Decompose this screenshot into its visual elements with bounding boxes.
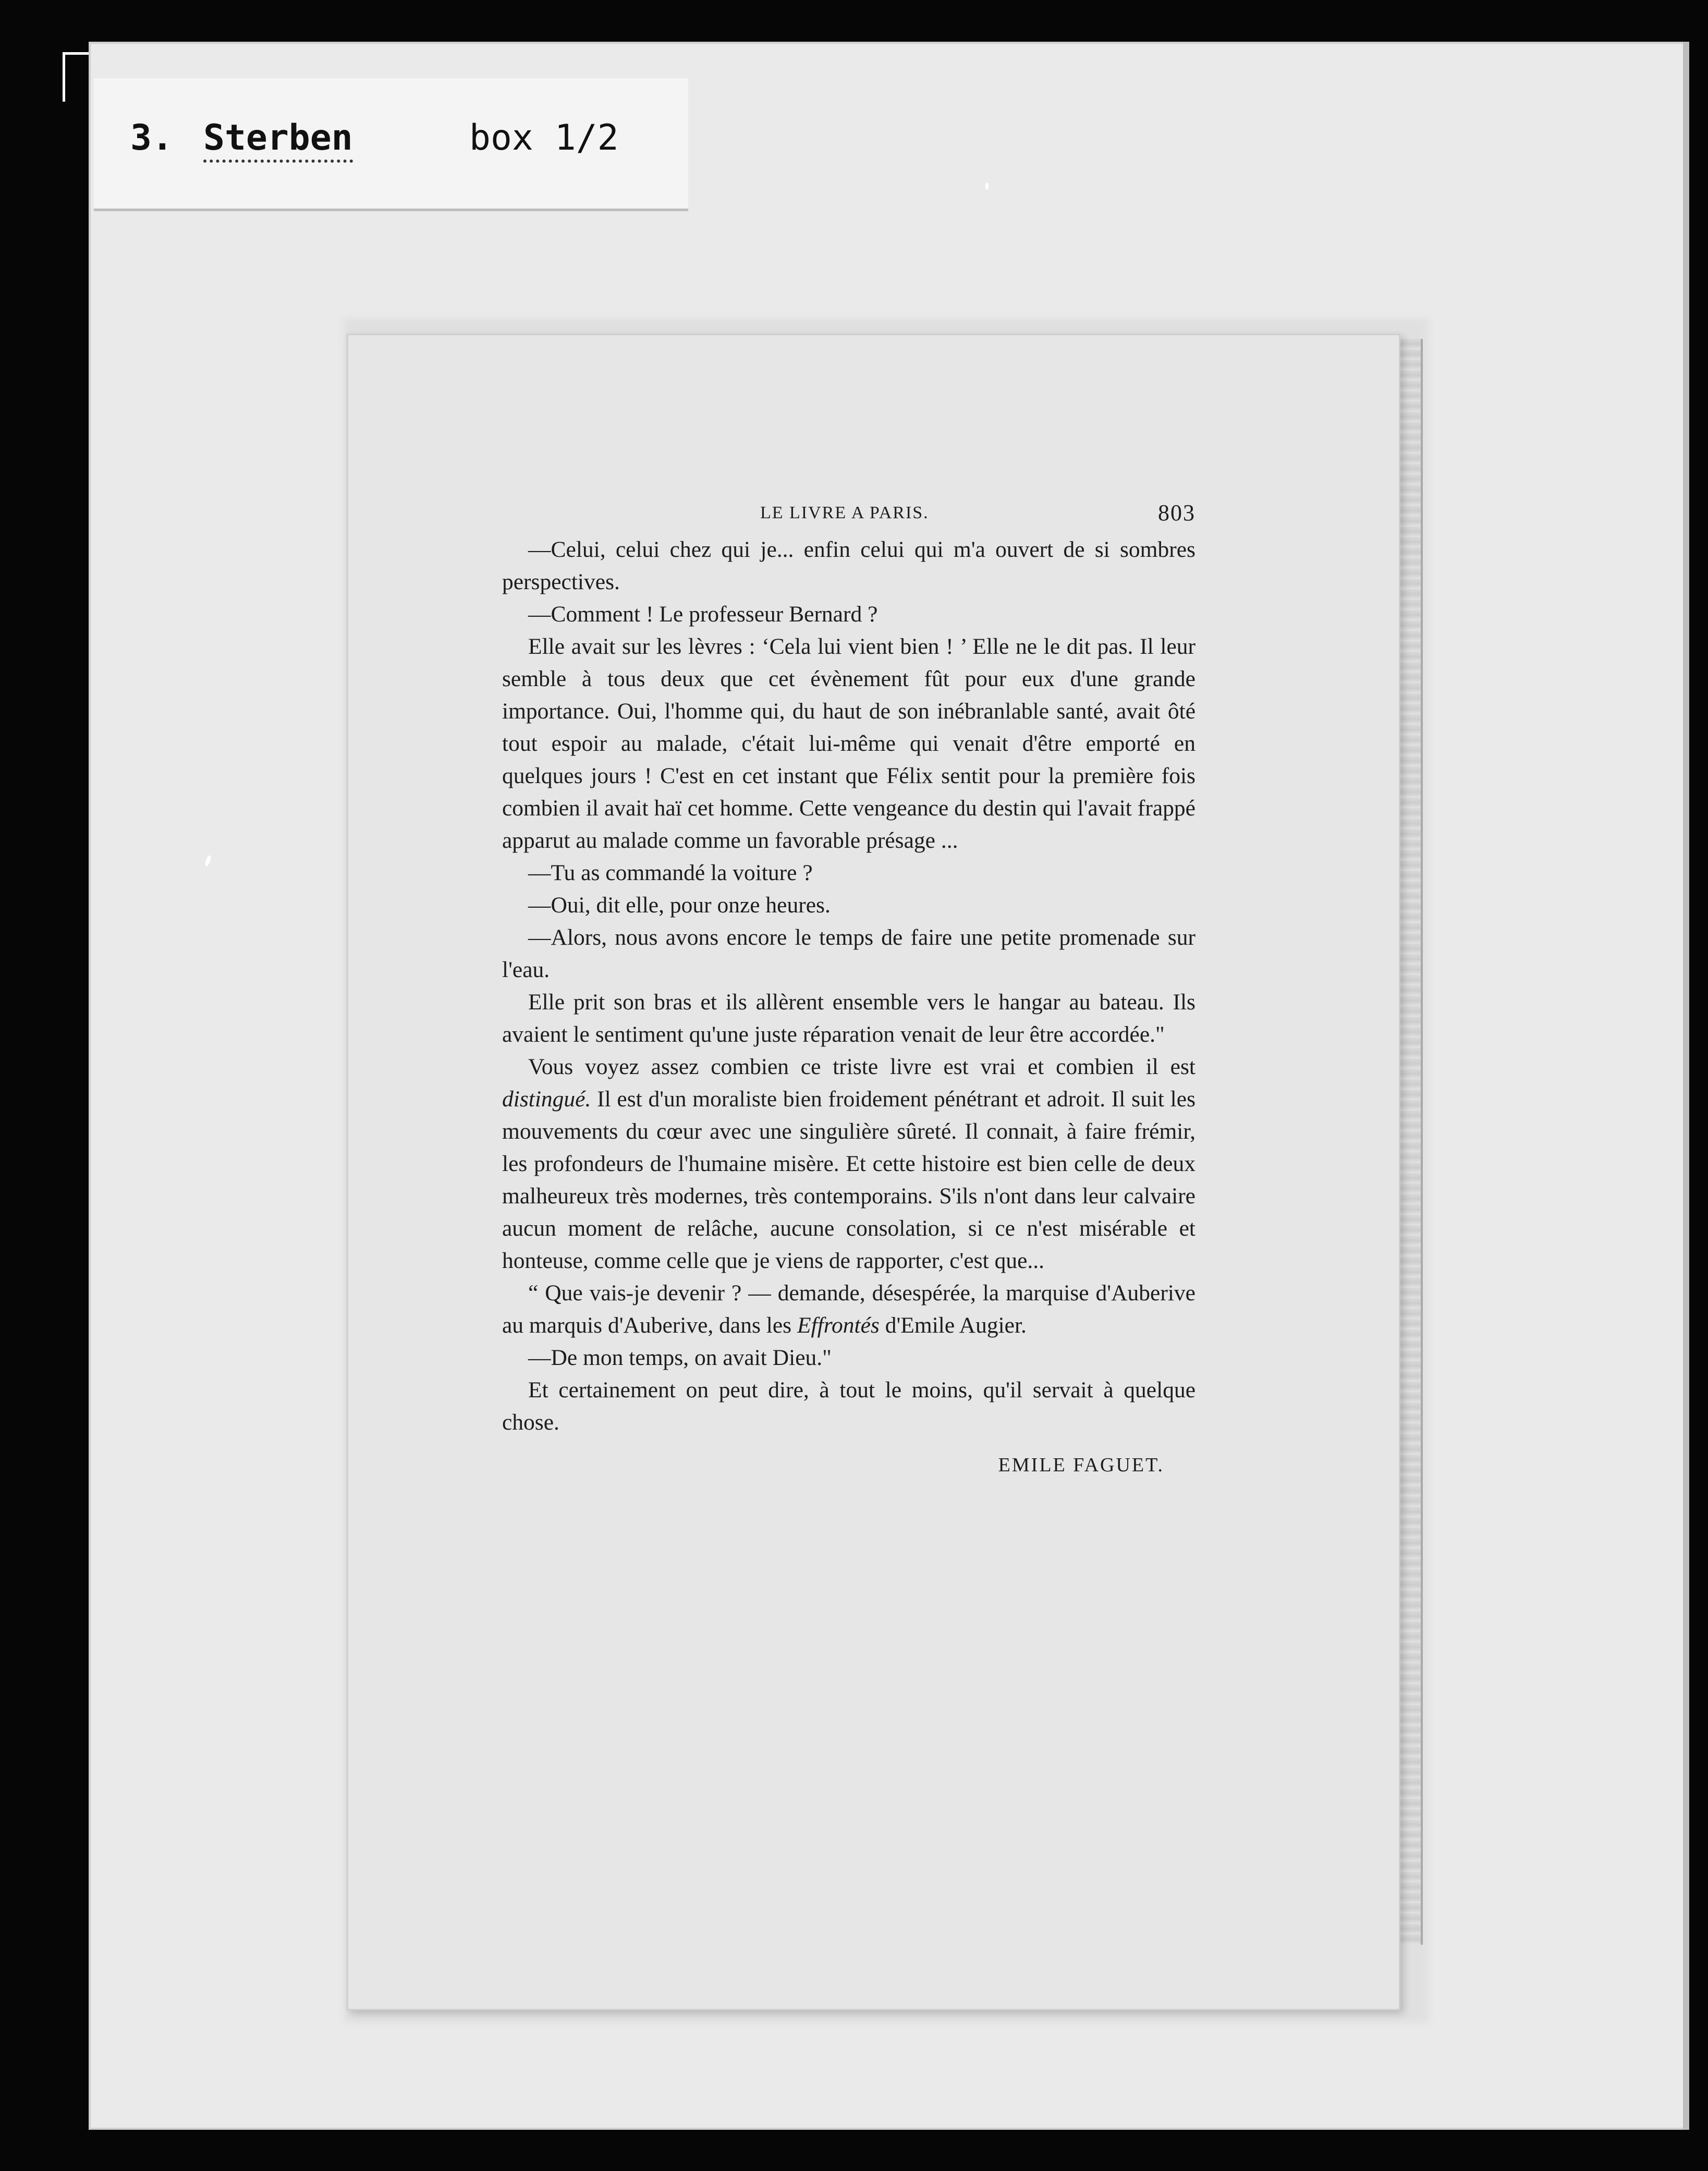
page-stack-edge [1397, 339, 1423, 1945]
running-title: LE LIVRE A PARIS. [760, 503, 929, 522]
paragraph: —Celui, celui chez qui je... enfin celui qui m'a ouvert de si sombres perspectives. [502, 537, 1195, 594]
signature: EMILE FAGUET. [998, 1454, 1164, 1476]
paragraph [502, 1051, 1195, 1277]
paragraph-text: Il est d'un moraliste bien froidement pénétrant et adroit. Il suit les mouvements du cœur avec une singulière sûreté. Il connait, à faire frémir, les profondeurs de l'humaine misère. Et cette histoire est bien celle de deux malheureux très modernes, très contemporains. S'ils n'ont dans leur calvaire aucun moment de relâche, aucune consolation, si ce n'est misérable et honteuse, comme celle que je viens de rapporter, c'est que... [502, 1087, 1195, 1273]
paragraph: Et certainement on peut dire, à tout le moins, qu'il servait à quelque chose. [502, 1377, 1195, 1435]
italic-word: distingué. [502, 1087, 591, 1112]
paragraph-text: d'Emile Augier. [885, 1313, 1027, 1338]
italic-title: Effrontés [797, 1313, 880, 1338]
board-edge [1683, 42, 1689, 2130]
running-head [502, 497, 1195, 533]
paragraph: Elle prit son bras et ils allèrent ensemble vers le hangar au bateau. Ils avaient le sentiment qu'une juste réparation venait de leur être accordée." [502, 990, 1195, 1047]
paragraph: —De mon temps, on avait Dieu." [528, 1345, 832, 1370]
paragraph: Elle avait sur les lèvres : ‘Cela lui vient bien ! ’ Elle ne le dit pas. Il leur semble à tous deux que cet évènement fût pour eux d'une grande importance. Oui, l'homme qui, du haut de son inébranlable santé, avait ôté tout espoir au malade, c'était lui-même qui venait d'être emporté en quelques jours ! C'est en cet instant que Félix sentit pour la première fois combien il avait haï cet homme. Cette vengeance du destin qui l'avait frappé apparut au malade comme un favorable présage ... [502, 634, 1195, 853]
label-number: 3. [130, 117, 173, 158]
paragraph-text: Vous voyez assez combien ce triste livre est vrai et combien il est [528, 1054, 1195, 1079]
paragraph: —Alors, nous avons encore le temps de faire une petite promenade sur l'eau. [502, 925, 1195, 982]
film-speck [985, 182, 989, 190]
page-text [502, 497, 1195, 1481]
label-box: box 1/2 [469, 117, 619, 158]
archive-label [94, 78, 688, 211]
paragraph [502, 1277, 1195, 1341]
corner-crop-mark [63, 52, 91, 102]
label-title: Sterben [203, 117, 353, 163]
paragraph: —Oui, dit elle, pour onze heures. [528, 893, 831, 918]
book-page [347, 334, 1400, 2010]
page-number: 803 [1158, 500, 1195, 526]
paragraph: —Tu as commandé la voiture ? [528, 860, 813, 885]
paragraph: —Comment ! Le professeur Bernard ? [528, 602, 878, 627]
paragraph-text: “ Que vais-je devenir ? — demande, désespérée, la marquise d'Auberive au marquis d'Auberive, dans les [502, 1280, 1195, 1338]
